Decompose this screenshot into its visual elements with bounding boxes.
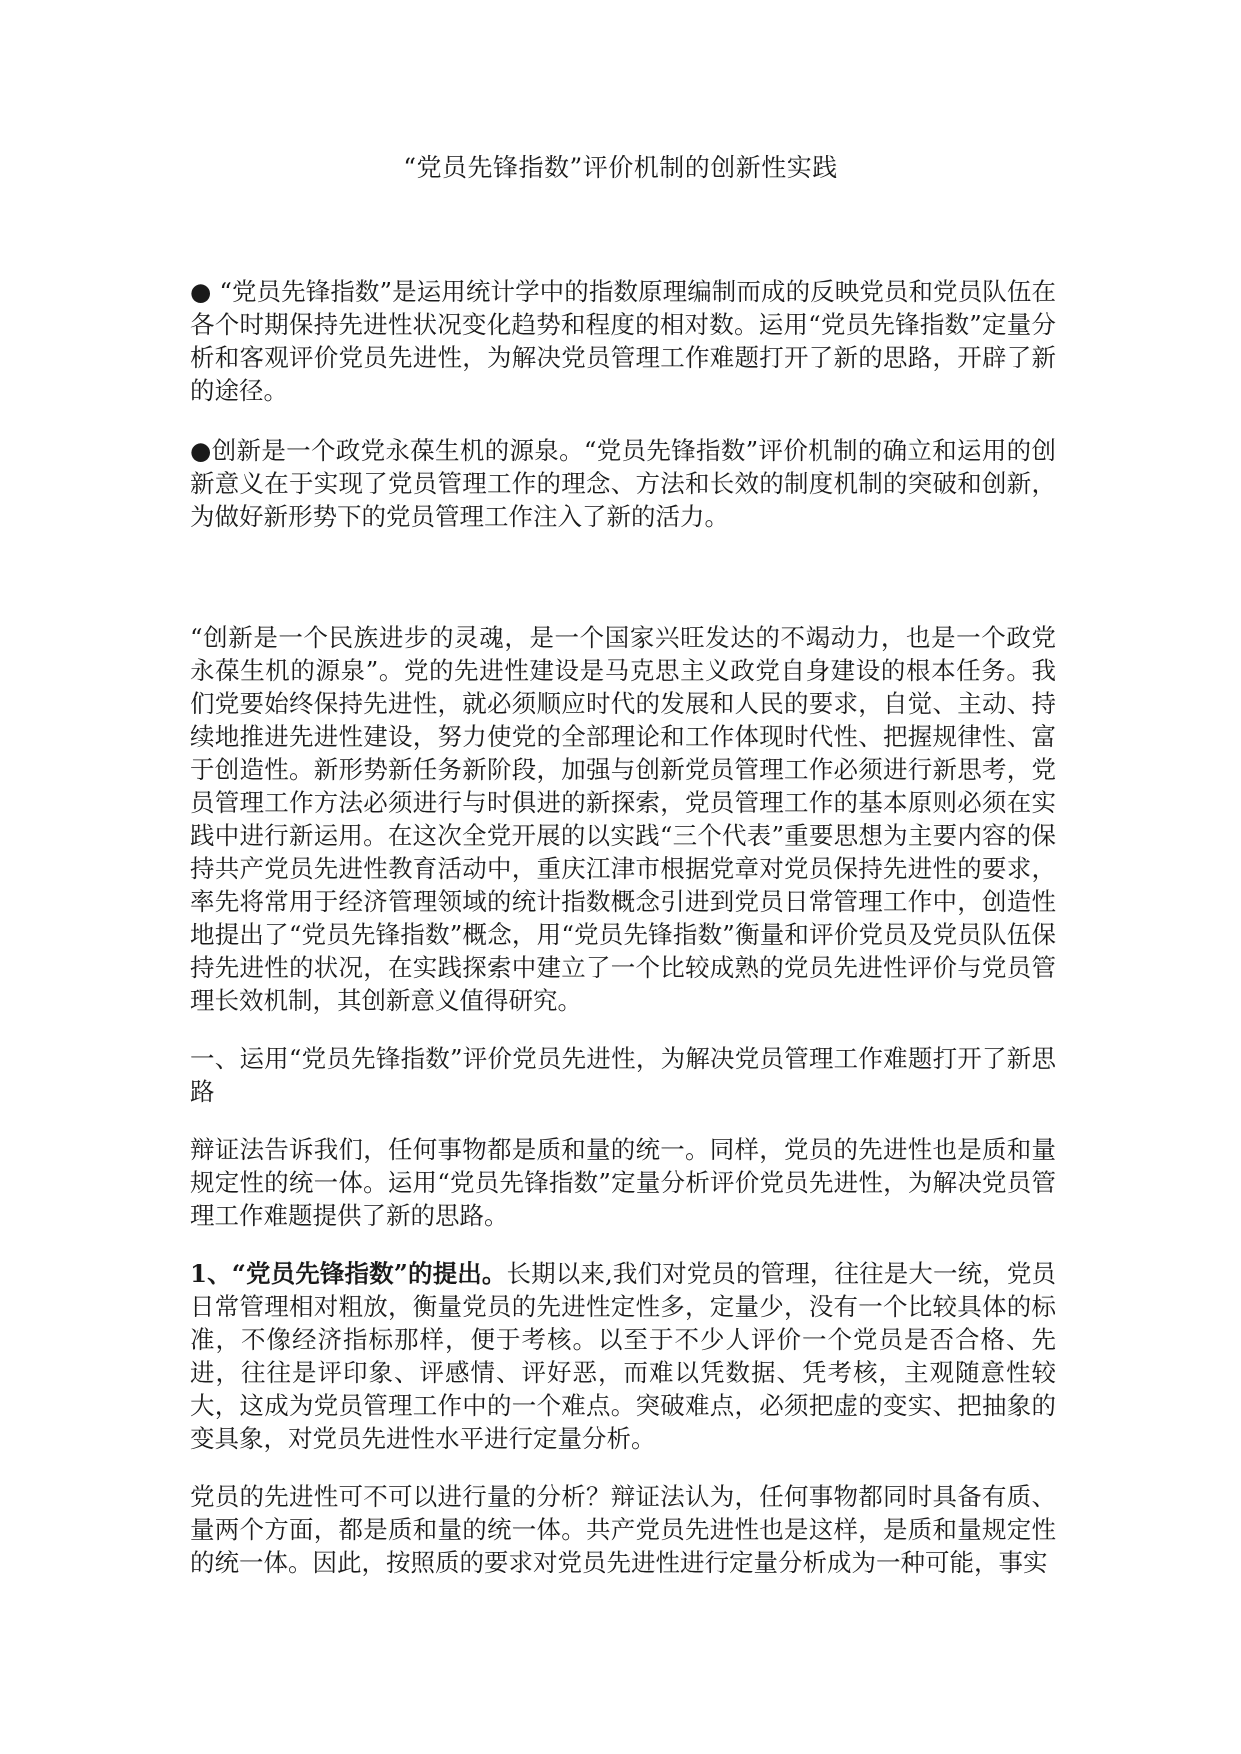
point-1-lead: 1、“党员先锋指数”的提出。 (190, 1259, 507, 1288)
point-1-text: 长期以来,我们对党员的管理，往往是大一统，党员日常管理相对粗放，衡量党员的先进性定性多，定量少，没有一个比较具体的标准，不像经济指标那样，便于考核。以至于不少人评价一个党员是否合格、先进，往往是评印象、评感情、评好恶，而难以凭数据、凭考核，主观随意性较大，这成为党员管理工作中的一个难点。突破难点，必须把虚的变实、把抽象的变具象，对党员先进性水平进行定量分析。 (190, 1259, 1056, 1453)
section-heading-1: 一、运用“党员先锋指数”评价党员先进性，为解决党员管理工作难题打开了新思路 (190, 1044, 1056, 1106)
summary-paragraph-1 (190, 275, 1056, 407)
summary-text-1: ● “党员先锋指数”是运用统计学中的指数原理编制而成的反映党员和党员队伍在各个时期保持先进性状况变化趋势和程度的相对数。运用“党员先锋指数”定量分析和客观评价党员先进性，为解决党员管理工作难题打开了新的思路，开辟了新的途径。 (190, 277, 1056, 405)
intro-paragraph: “创新是一个民族进步的灵魂，是一个国家兴旺发达的不竭动力，也是一个政党永葆生机的源泉”。党的先进性建设是马克思主义政党自身建设的根本任务。我们党要始终保持先进性，就必须顺应时代的发展和人民的要求，自觉、主动、持续地推进先进性建设，努力使党的全部理论和工作体现时代性、把握规律性、富于创造性。新形势新任务新阶段，加强与创新党员管理工作必须进行新思考，党员管理工作方法必须进行与时俱进的新探索，党员管理工作的基本原则必须在实践中进行新运用。在这次全党开展的以实践“三个代表”重要思想为主要内容的保持共产党员先进性教育活动中，重庆江津市根据党章对党员保持先进性的要求，率先将常用于经济管理领域的统计指数概念引进到党员日常管理工作中，创造性地提出了“党员先锋指数”概念，用“党员先锋指数”衡量和评价党员及党员队伍保持先进性的状况，在实践探索中建立了一个比较成熟的党员先进性评价与党员管理长效机制，其创新意义值得研究。 (190, 623, 1056, 1015)
document-body (190, 621, 1056, 1604)
summary-text-2: ●创新是一个政党永葆生机的源泉。“党员先锋指数”评价机制的确立和运用的创新意义在于实现了党员管理工作的理念、方法和长效的制度机制的突破和创新，为做好新形势下的党员管理工作注入了新的活力。 (190, 436, 1056, 531)
point-1-followup-paragraph: 党员的先进性可不可以进行量的分析？辩证法认为，任何事物都同时具备有质、量两个方面，都是质和量的统一体。共产党员先进性也是这样，是质和量规定性的统一体。因此，按照质的要求对党员先进性进行定量分析成为一种可能，事实 (190, 1482, 1056, 1577)
point-1-paragraph (190, 1257, 1056, 1455)
summary-paragraph-2 (190, 434, 1056, 533)
document-title: “党员先锋指数”评价机制的创新性实践 (403, 153, 838, 182)
section-1-paragraph: 辩证法告诉我们，任何事物都是质和量的统一。同样，党员的先进性也是质和量规定性的统一体。运用“党员先锋指数”定量分析评价党员先进性，为解决党员管理工作难题提供了新的思路。 (190, 1135, 1056, 1230)
